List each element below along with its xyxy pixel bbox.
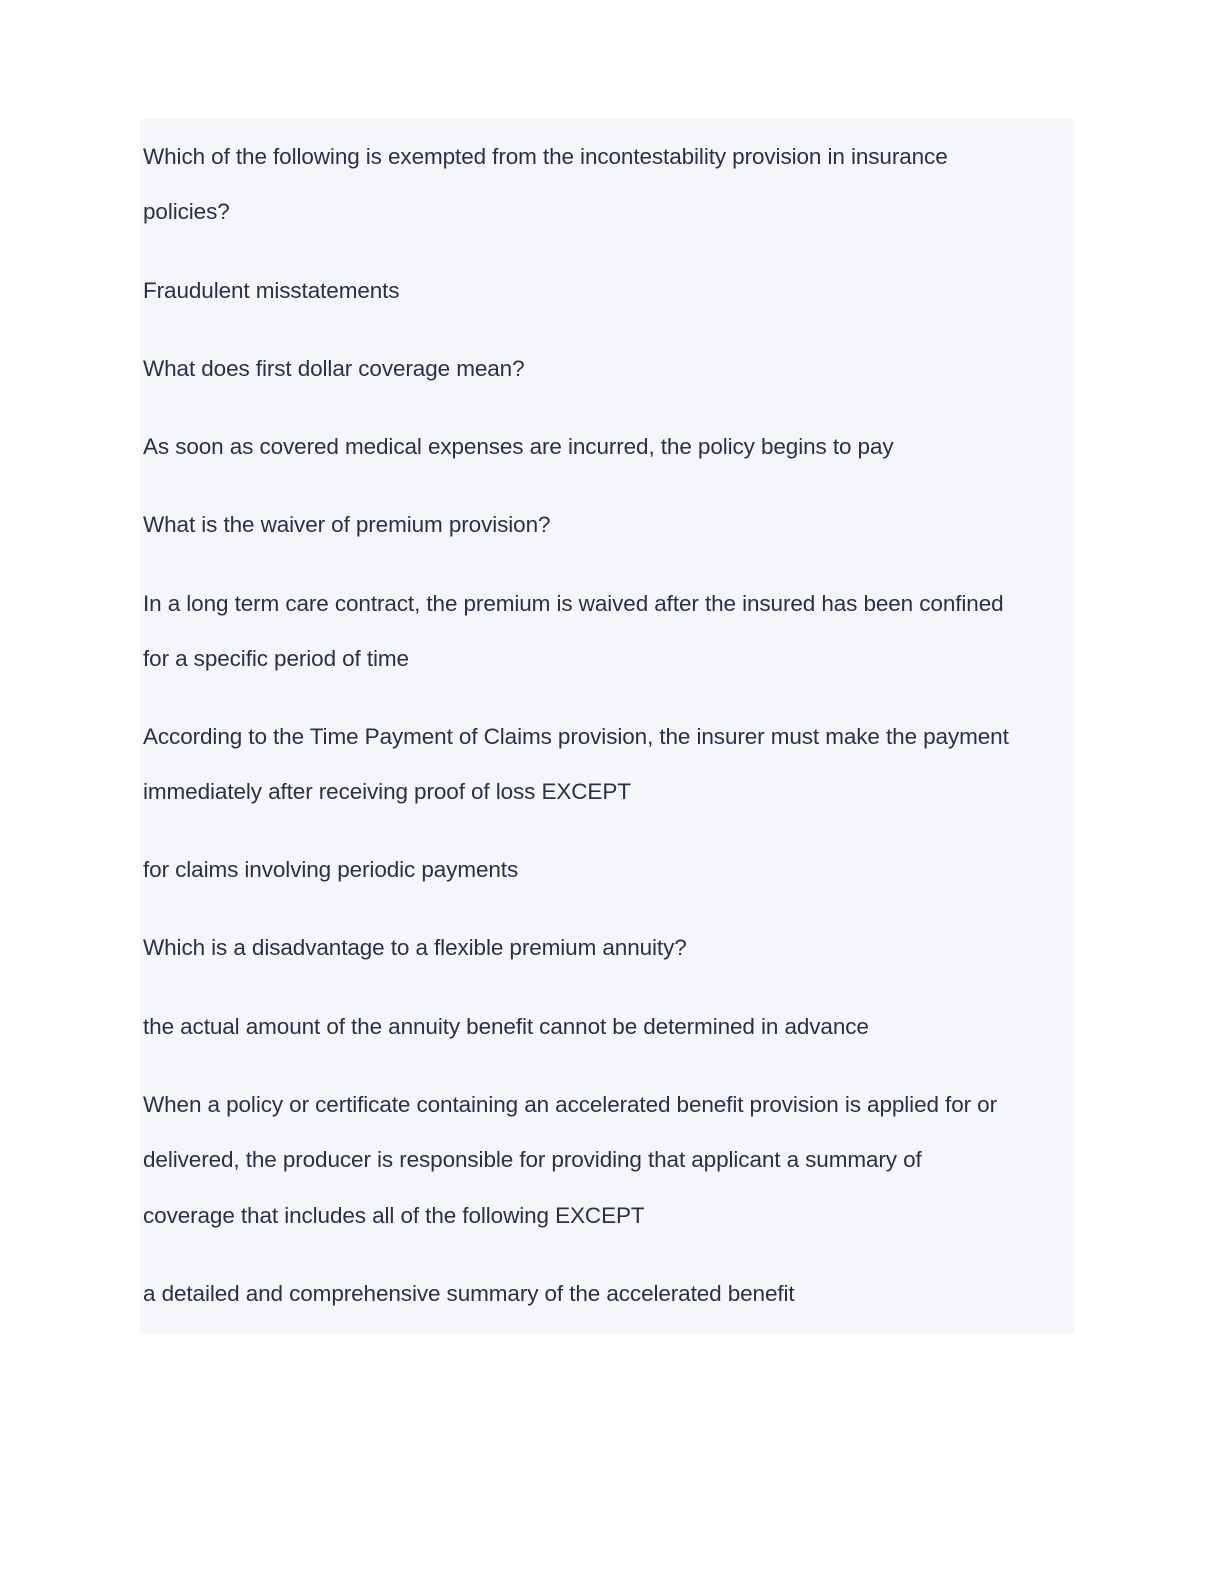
- question-text: policies?: [143, 199, 230, 224]
- question-text: According to the Time Payment of Claims provision, the insurer must make the payment: [143, 724, 1009, 749]
- question-text: coverage that includes all of the following EXCEPT: [143, 1203, 645, 1228]
- question-text: Which of the following is exempted from the incontestability provision in insurance: [143, 144, 948, 169]
- question-text: What is the waiver of premium provision?: [143, 512, 551, 537]
- answer-text: for claims involving periodic payments: [143, 857, 519, 882]
- question-text: When a policy or certificate containing an accelerated benefit provision is applied for or: [143, 1092, 997, 1117]
- answer-text: In a long term care contract, the premium is waived after the insured has been confined: [143, 591, 1004, 616]
- question-text: Which is a disadvantage to a flexible premium annuity?: [143, 935, 687, 960]
- question-text: delivered, the producer is responsible for providing that applicant a summary of: [143, 1147, 922, 1172]
- flashcard-panel: [140, 119, 1074, 1333]
- question-text: What does first dollar coverage mean?: [143, 356, 525, 381]
- answer-text: Fraudulent misstatements: [143, 278, 400, 303]
- answer-text: for a specific period of time: [143, 646, 409, 671]
- answer-text: As soon as covered medical expenses are incurred, the policy begins to pay: [143, 434, 894, 459]
- question-text: immediately after receiving proof of loss EXCEPT: [143, 779, 631, 804]
- answer-text: a detailed and comprehensive summary of the accelerated benefit: [143, 1281, 795, 1306]
- answer-text: the actual amount of the annuity benefit cannot be determined in advance: [143, 1014, 869, 1039]
